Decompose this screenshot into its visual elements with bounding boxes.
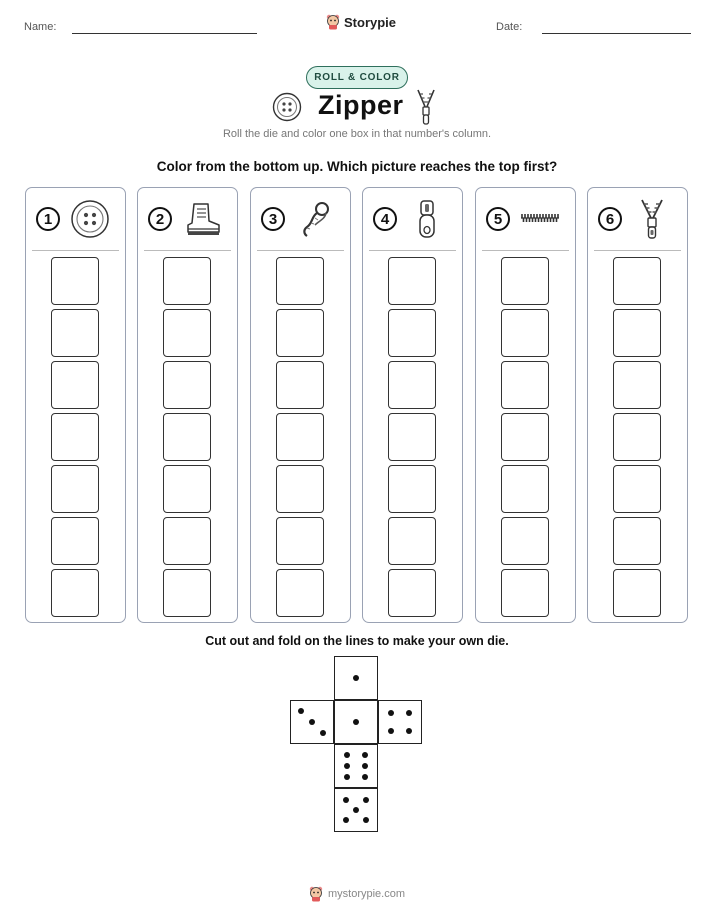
brand-name: Storypie	[344, 14, 397, 30]
column-number: 6	[598, 207, 622, 231]
color-box[interactable]	[388, 361, 436, 409]
color-box[interactable]	[276, 465, 324, 513]
column-3	[250, 187, 351, 623]
button-icon	[272, 92, 302, 122]
die-pip	[362, 763, 368, 769]
color-box[interactable]	[163, 257, 211, 305]
color-box[interactable]	[276, 517, 324, 565]
column-divider	[594, 250, 681, 251]
color-box[interactable]	[51, 361, 99, 409]
button-icon	[70, 199, 110, 239]
die-pip	[362, 774, 368, 780]
color-box[interactable]	[613, 465, 661, 513]
zipper-icon	[415, 89, 437, 125]
die-face-3	[290, 700, 334, 744]
roll-color-badge: ROLL & COLOR	[306, 66, 408, 89]
color-box[interactable]	[276, 569, 324, 617]
brand-logo	[326, 14, 396, 30]
die-face-1	[334, 656, 378, 700]
die-pip	[320, 730, 326, 736]
color-box[interactable]	[163, 517, 211, 565]
column-divider	[369, 250, 456, 251]
die-pip	[362, 752, 368, 758]
color-box[interactable]	[613, 361, 661, 409]
color-box[interactable]	[613, 517, 661, 565]
die-pip	[363, 817, 369, 823]
die-pip	[406, 710, 412, 716]
storypie-mascot-icon	[309, 886, 323, 902]
color-box[interactable]	[163, 465, 211, 513]
color-box[interactable]	[388, 413, 436, 461]
column-number: 3	[261, 207, 285, 231]
column-divider	[257, 250, 344, 251]
die-face-5	[334, 788, 378, 832]
color-box[interactable]	[163, 361, 211, 409]
rope-icon	[295, 199, 335, 239]
color-box[interactable]	[163, 309, 211, 357]
color-box[interactable]	[388, 517, 436, 565]
column-number: 2	[148, 207, 172, 231]
color-box[interactable]	[51, 413, 99, 461]
column-divider	[482, 250, 569, 251]
zipper-teeth-icon	[520, 199, 560, 239]
date-line[interactable]	[542, 33, 691, 34]
die-pip	[298, 708, 304, 714]
color-box[interactable]	[51, 309, 99, 357]
die-pip	[344, 774, 350, 780]
subtitle: Roll the die and color one box in that number's column.	[222, 128, 492, 140]
date-label: Date:	[496, 21, 523, 33]
column-1	[25, 187, 126, 623]
die-face-6	[334, 744, 378, 788]
color-box[interactable]	[388, 257, 436, 305]
column-6	[587, 187, 688, 623]
color-box[interactable]	[501, 413, 549, 461]
color-box[interactable]	[501, 569, 549, 617]
die-face-1	[334, 700, 378, 744]
die-pip	[309, 719, 315, 725]
page-title: Zipper	[318, 90, 404, 120]
zipper-icon	[632, 199, 672, 239]
die-pip	[343, 817, 349, 823]
zipper-pull-icon	[407, 199, 447, 239]
color-box[interactable]	[501, 465, 549, 513]
instruction: Color from the bottom up. Which picture reaches the top first?	[156, 159, 558, 174]
die-pip	[344, 763, 350, 769]
color-box[interactable]	[388, 309, 436, 357]
column-divider	[32, 250, 119, 251]
color-box[interactable]	[51, 517, 99, 565]
footer	[0, 886, 714, 902]
color-box[interactable]	[613, 413, 661, 461]
name-line[interactable]	[72, 33, 257, 34]
color-box[interactable]	[501, 361, 549, 409]
color-box[interactable]	[276, 309, 324, 357]
column-divider	[144, 250, 231, 251]
storypie-mascot-icon	[326, 14, 340, 30]
column-number: 4	[373, 207, 397, 231]
color-box[interactable]	[613, 309, 661, 357]
footer-url[interactable]: mystorypie.com	[327, 888, 406, 900]
color-box[interactable]	[163, 569, 211, 617]
color-box[interactable]	[51, 569, 99, 617]
color-box[interactable]	[276, 361, 324, 409]
color-box[interactable]	[276, 257, 324, 305]
color-box[interactable]	[388, 465, 436, 513]
color-box[interactable]	[276, 413, 324, 461]
column-number: 1	[36, 207, 60, 231]
name-label: Name:	[24, 21, 57, 33]
color-box[interactable]	[51, 465, 99, 513]
column-number: 5	[486, 207, 510, 231]
color-box[interactable]	[501, 309, 549, 357]
color-box[interactable]	[501, 517, 549, 565]
die-pip	[406, 728, 412, 734]
die-net	[290, 656, 424, 834]
die-pip	[343, 797, 349, 803]
die-face-4	[378, 700, 422, 744]
die-pip	[388, 728, 394, 734]
boot-icon	[182, 199, 222, 239]
column-4	[362, 187, 463, 623]
column-2	[137, 187, 238, 623]
die-pip	[363, 797, 369, 803]
die-pip	[353, 807, 359, 813]
color-box[interactable]	[613, 257, 661, 305]
cut-instruction: Cut out and fold on the lines to make your own die.	[205, 634, 509, 648]
color-box[interactable]	[163, 413, 211, 461]
die-pip	[388, 710, 394, 716]
color-box[interactable]	[51, 257, 99, 305]
color-box[interactable]	[501, 257, 549, 305]
die-pip	[353, 675, 359, 681]
die-pip	[353, 719, 359, 725]
color-box[interactable]	[613, 569, 661, 617]
die-pip	[344, 752, 350, 758]
column-5	[475, 187, 576, 623]
color-box[interactable]	[388, 569, 436, 617]
